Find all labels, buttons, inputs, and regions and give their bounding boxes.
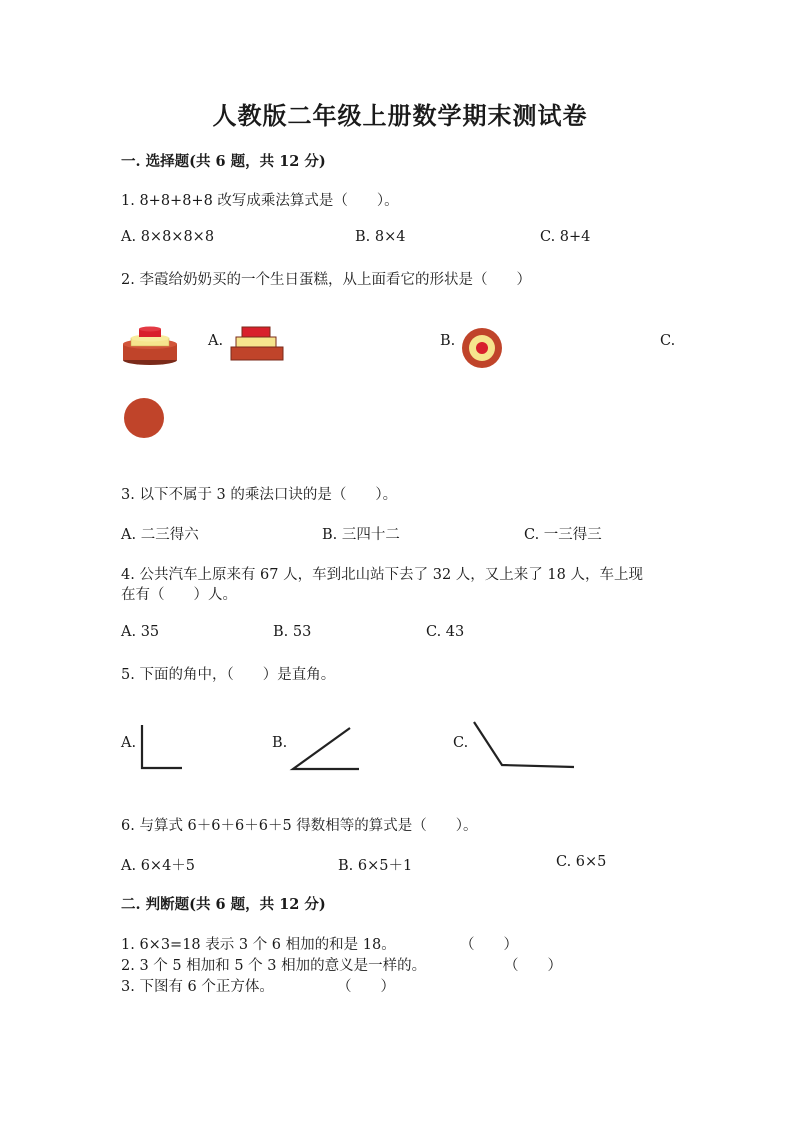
q4-option-b[interactable]: B. 53 bbox=[273, 624, 312, 640]
judge-question-2: 2. 3 个 5 相加和 5 个 3 相加的意义是一样的。 bbox=[121, 958, 427, 974]
q1-option-b[interactable]: B. 8×4 bbox=[355, 229, 406, 245]
q2-option-c[interactable]: C. bbox=[660, 333, 676, 349]
q2-option-c-image[interactable] bbox=[123, 397, 165, 439]
question-5: 5. 下面的角中，（ ）是直角。 bbox=[121, 667, 336, 683]
q6-option-b[interactable]: B. 6×5＋1 bbox=[338, 858, 413, 874]
q2-option-a-image[interactable] bbox=[230, 326, 284, 362]
q3-option-c[interactable]: C. 一三得三 bbox=[524, 527, 602, 543]
page-title: 人教版二年级上册数学期末测试卷 bbox=[212, 101, 588, 130]
q3-option-b[interactable]: B. 三四十二 bbox=[322, 527, 400, 543]
acute-angle-figure[interactable] bbox=[290, 726, 362, 772]
q2-option-b[interactable]: B. bbox=[440, 333, 456, 349]
q5-option-a[interactable]: A. bbox=[121, 735, 137, 751]
judge-question-3: 3. 下图有 6 个正方体。 bbox=[121, 979, 274, 995]
q1-option-c[interactable]: C. 8+4 bbox=[540, 229, 591, 245]
question-4-line-2: 在有（ ）人。 bbox=[121, 587, 237, 603]
question-1: 1. 8+8+8+8 改写成乘法算式是（ ）。 bbox=[121, 193, 399, 209]
q4-option-a[interactable]: A. 35 bbox=[121, 624, 160, 640]
section-heading-choice: 一. 选择题(共 6 题，共 12 分) bbox=[121, 153, 326, 170]
section-heading-judge: 二. 判断题(共 6 题，共 12 分) bbox=[121, 896, 326, 913]
q2-option-a[interactable]: A. bbox=[208, 333, 224, 349]
q5-option-c[interactable]: C. bbox=[453, 735, 469, 751]
judge-2-answer-blank[interactable]: （ ） bbox=[504, 958, 562, 974]
q3-option-a[interactable]: A. 二三得六 bbox=[121, 527, 199, 543]
question-4-line-1: 4. 公共汽车上原来有 67 人，车到北山站下去了 32 人，又上来了 18 人，车上现 bbox=[121, 567, 643, 583]
q2-option-b-image[interactable] bbox=[461, 327, 503, 369]
right-angle-figure[interactable] bbox=[140, 724, 184, 772]
q6-option-c[interactable]: C. 6×5 bbox=[556, 854, 607, 870]
judge-1-answer-blank[interactable]: （ ） bbox=[460, 937, 518, 953]
question-6: 6. 与算式 6＋6＋6＋6＋5 得数相等的算式是（ ）。 bbox=[121, 818, 478, 834]
q4-option-c[interactable]: C. 43 bbox=[426, 624, 465, 640]
q5-option-b[interactable]: B. bbox=[272, 735, 288, 751]
judge-3-answer-blank[interactable]: （ ） bbox=[337, 979, 395, 995]
obtuse-angle-figure[interactable] bbox=[472, 720, 578, 770]
judge-question-1: 1. 6×3=18 表示 3 个 6 相加的和是 18。 bbox=[121, 937, 396, 953]
q1-option-a[interactable]: A. 8×8×8×8 bbox=[121, 229, 215, 245]
question-3: 3. 以下不属于 3 的乘法口诀的是（ ）。 bbox=[121, 487, 398, 503]
cake-side-view-image bbox=[122, 326, 178, 368]
question-2: 2. 李霞给奶奶买的一个生日蛋糕，从上面看它的形状是（ ） bbox=[121, 272, 531, 288]
q6-option-a[interactable]: A. 6×4＋5 bbox=[121, 858, 196, 874]
